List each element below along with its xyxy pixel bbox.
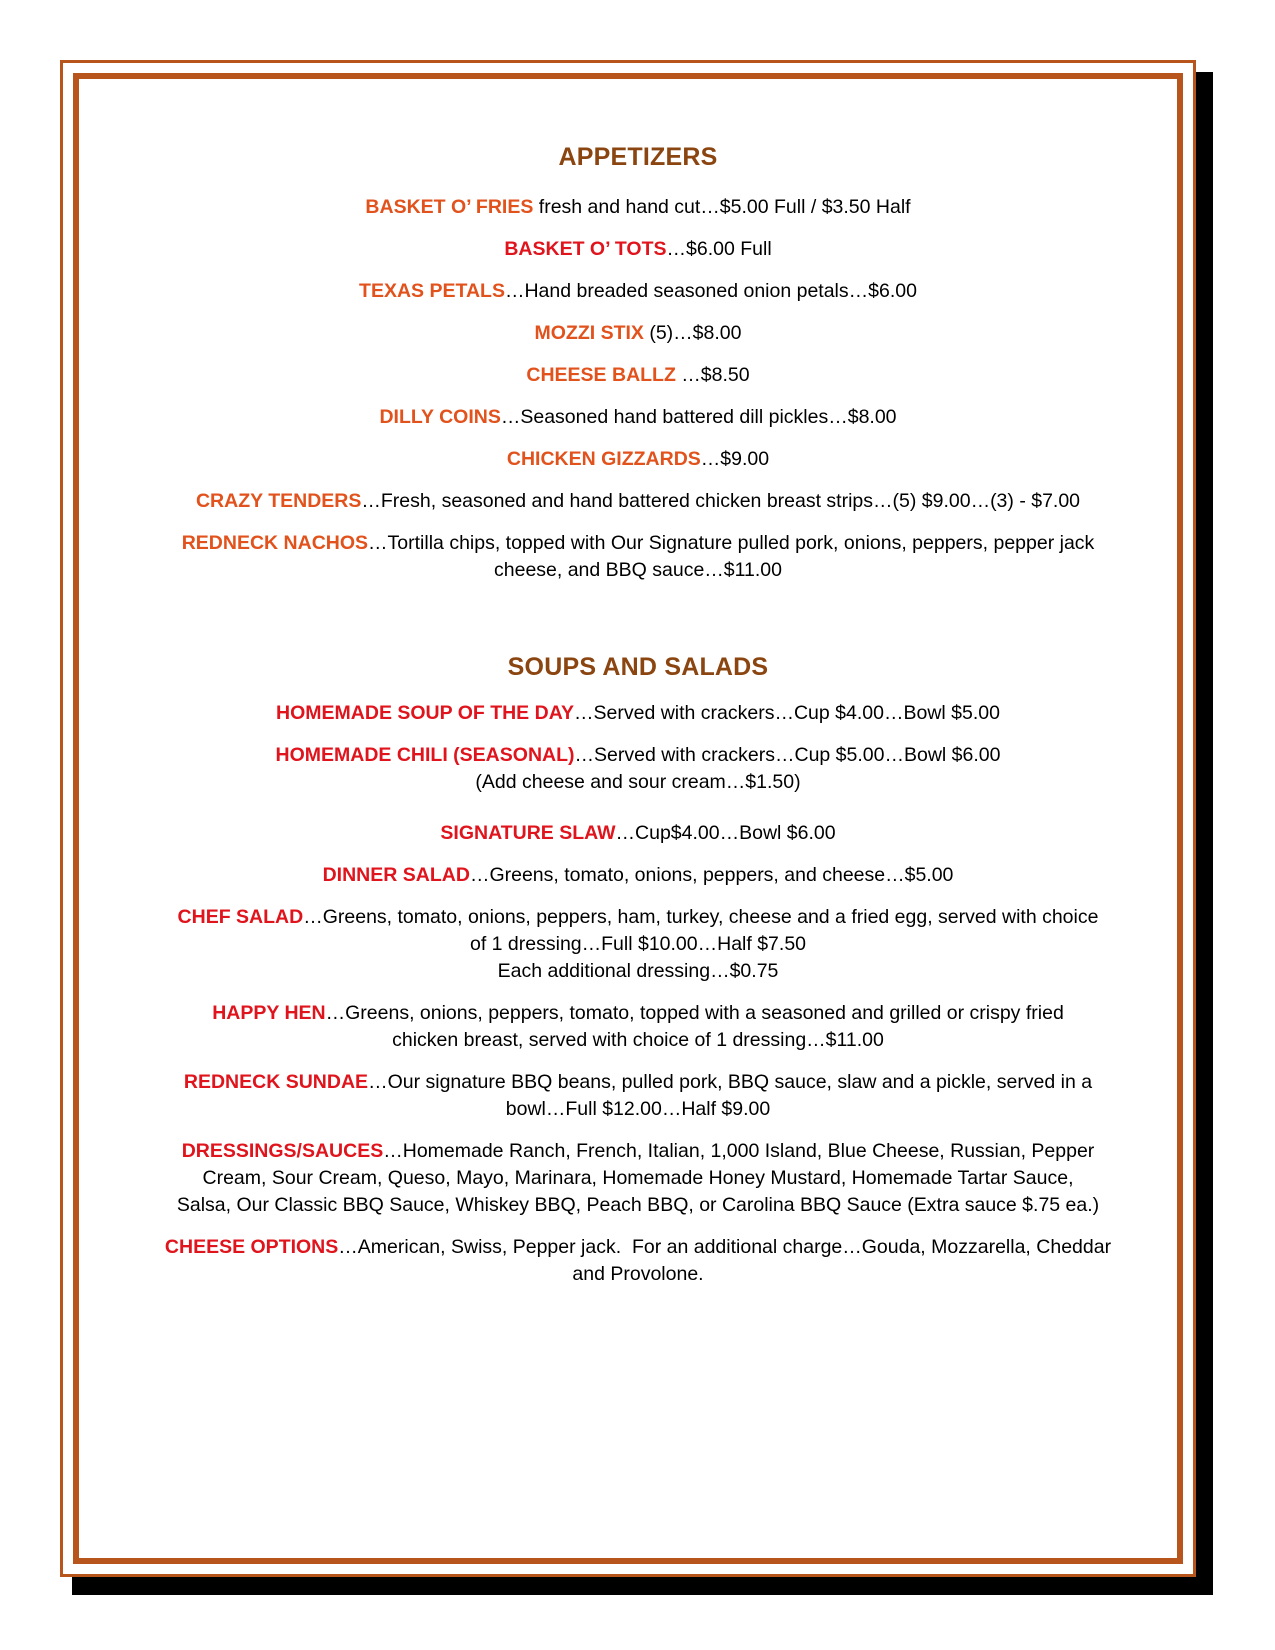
item-desc: …Tortilla chips, topped with Our Signature pulled pork, onions, peppers, pepper jack: [368, 532, 1095, 554]
item-name: MOZZI STIX: [534, 322, 644, 344]
menu-item-redneck-nachos: [84, 530, 1192, 584]
menu-item-dinner-salad: [84, 862, 1192, 889]
item-name: DINNER SALAD: [322, 864, 470, 886]
item-desc: …Greens, tomato, onions, peppers, ham, turkey, cheese and a fried egg, served with choice: [303, 906, 1099, 928]
item-desc: …Greens, onions, peppers, tomato, topped with a seasoned and grilled or crispy fried: [325, 1002, 1064, 1024]
soups-salads-heading: SOUPS AND SALADS: [507, 653, 769, 681]
menu-item-cheese-options: [84, 1234, 1192, 1288]
item-desc: …Cup$4.00…Bowl $6.00: [615, 822, 836, 844]
item-desc-line2: and Provolone.: [572, 1263, 704, 1285]
appetizers-heading: APPETIZERS: [558, 143, 718, 171]
menu-item-redneck-sundae: [84, 1069, 1192, 1123]
menu-item-texas-petals: [84, 278, 1192, 305]
item-name: BASKET O’ FRIES: [365, 196, 534, 218]
menu-item-basket-tots: [84, 236, 1192, 263]
menu-item-dressings-sauces: [84, 1138, 1192, 1219]
item-desc: …Hand breaded seasoned onion petals…$6.00: [504, 280, 917, 302]
menu-item-chicken-gizzards: [84, 446, 1192, 473]
item-desc: …Our signature BBQ beans, pulled pork, BBQ sauce, slaw and a pickle, served in a: [368, 1071, 1093, 1093]
item-desc: …$9.00: [700, 448, 770, 470]
item-name: HOMEMADE SOUP OF THE DAY: [276, 702, 574, 724]
menu-content: [84, 86, 1192, 1303]
menu-item-crazy-tenders: [84, 488, 1192, 515]
menu-item-signature-slaw: [84, 820, 1192, 847]
item-name: REDNECK SUNDAE: [183, 1071, 369, 1093]
item-desc-line2: bowl…Full $12.00…Half $9.00: [505, 1098, 771, 1120]
item-desc: fresh and hand cut…$5.00 Full / $3.50 Half: [533, 196, 911, 218]
menu-item-chef-salad: [84, 904, 1192, 985]
item-desc-line2: chicken breast, served with choice of 1 dressing…$11.00: [392, 1029, 884, 1051]
item-name: REDNECK NACHOS: [181, 532, 369, 554]
item-desc: …Served with crackers…Cup $4.00…Bowl $5.00: [574, 702, 1000, 724]
item-name: CHEESE BALLZ: [526, 364, 676, 386]
item-name: CRAZY TENDERS: [195, 490, 362, 512]
item-desc: …Served with crackers…Cup $5.00…Bowl $6.00: [574, 744, 1001, 766]
item-desc: …Seasoned hand battered dill pickles…$8.00: [500, 406, 897, 428]
item-name: SIGNATURE SLAW: [440, 822, 616, 844]
item-desc-line2: Cream, Sour Cream, Queso, Mayo, Marinara, Homemade Honey Mustard, Homemade Tartar Sauce,: [202, 1167, 1074, 1189]
item-desc: (5)…$8.00: [643, 322, 742, 344]
item-desc: …Greens, tomato, onions, peppers, and cheese…$5.00: [469, 864, 954, 886]
item-name: CHEF SALAD: [177, 906, 304, 928]
item-desc-line3: Salsa, Our Classic BBQ Sauce, Whiskey BBQ, Peach BBQ, or Carolina BBQ Sauce (Extra sauce $.75 ea.): [176, 1194, 1100, 1216]
item-name: HOMEMADE CHILI (SEASONAL): [275, 744, 575, 766]
item-name: CHEESE OPTIONS: [164, 1236, 339, 1258]
item-desc: …$6.00 Full: [666, 238, 772, 260]
menu-item-basket-fries: [84, 194, 1192, 221]
item-desc: …Fresh, seasoned and hand battered chicken breast strips…(5) $9.00…(3) - $7.00: [361, 490, 1081, 512]
item-name: CHICKEN GIZZARDS: [506, 448, 701, 470]
item-desc: …American, Swiss, Pepper jack. For an additional charge…Gouda, Mozzarella, Cheddar: [338, 1236, 1112, 1258]
item-desc: …$8.50: [675, 364, 750, 386]
item-name: BASKET O’ TOTS: [504, 238, 667, 260]
menu-item-cheese-ballz: [84, 362, 1192, 389]
menu-item-happy-hen: [84, 1000, 1192, 1054]
item-desc: …Homemade Ranch, French, Italian, 1,000 Island, Blue Cheese, Russian, Pepper: [383, 1140, 1095, 1162]
item-name: TEXAS PETALS: [359, 280, 505, 302]
item-desc-line3: Each additional dressing…$0.75: [497, 960, 779, 982]
menu-item-mozzi-stix: [84, 320, 1192, 347]
item-name: DRESSINGS/SAUCES: [181, 1140, 384, 1162]
item-name: HAPPY HEN: [212, 1002, 326, 1024]
menu-item-dilly-coins: [84, 404, 1192, 431]
item-desc-line2: of 1 dressing…Full $10.00…Half $7.50: [469, 933, 807, 955]
item-name: DILLY COINS: [379, 406, 501, 428]
item-desc-line2: (Add cheese and sour cream…$1.50): [475, 771, 801, 793]
menu-item-soup-of-day: [84, 700, 1192, 727]
menu-item-homemade-chili: [84, 742, 1192, 796]
item-desc-line2: cheese, and BBQ sauce…$11.00: [494, 559, 782, 581]
